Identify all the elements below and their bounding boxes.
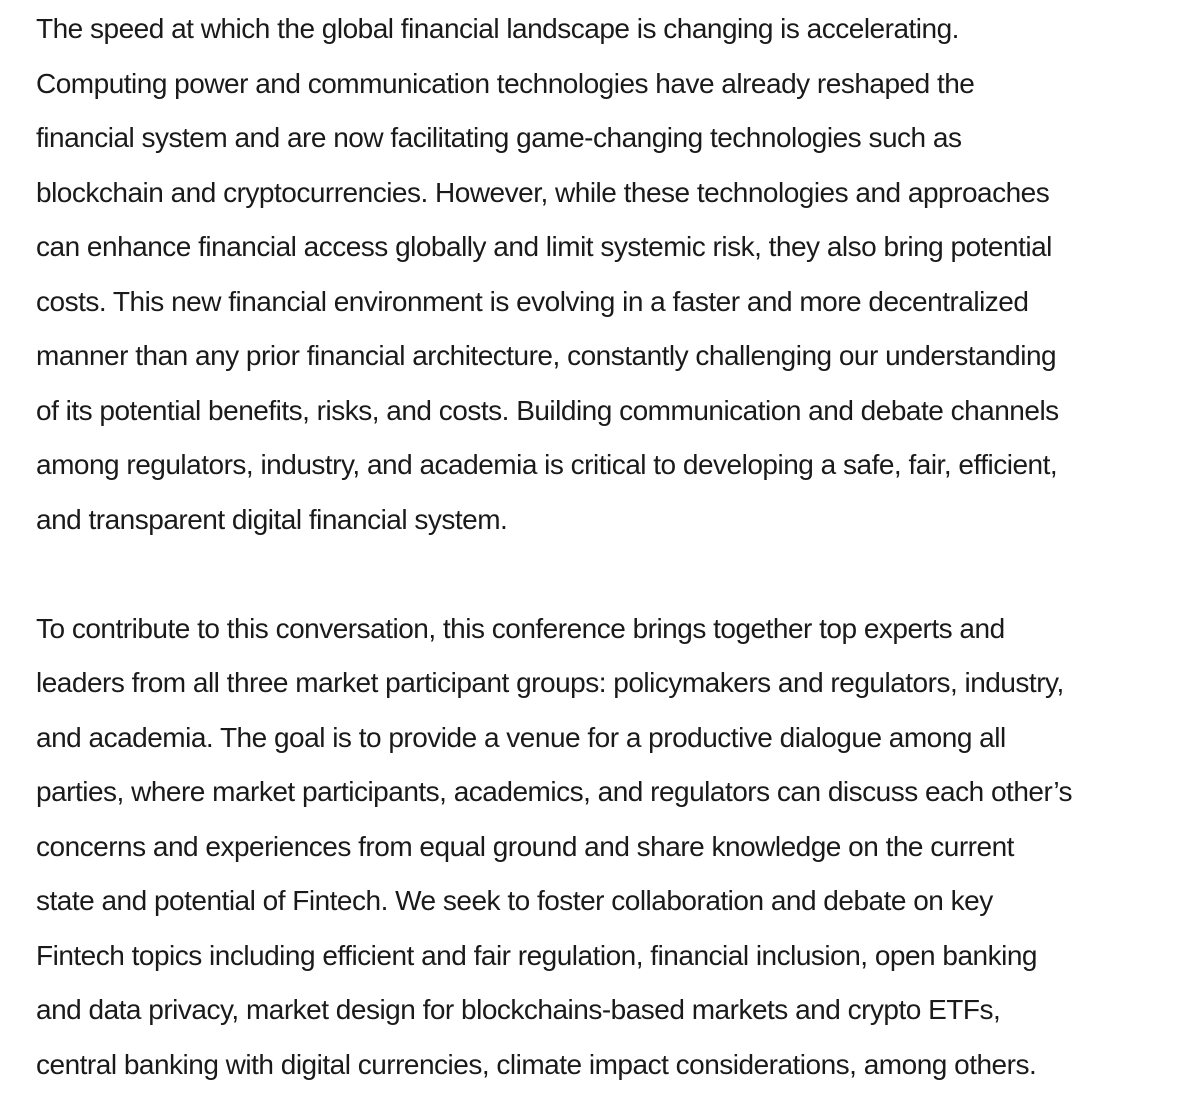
article-body <box>36 2 1170 1092</box>
text-line: and academia. The goal is to provide a venue for a productive dialogue among all <box>36 721 1006 753</box>
text-line: Fintech topics including efficient and fair regulation, financial inclusion, open banking <box>36 939 1037 971</box>
text-line: costs. This new financial environment is evolving in a faster and more decentralized <box>36 285 1029 317</box>
text-line: central banking with digital currencies, climate impact considerations, among others. <box>36 1048 1037 1080</box>
text-line: concerns and experiences from equal ground and share knowledge on the current <box>36 830 1014 862</box>
text-line: To contribute to this conversation, this conference brings together top experts and <box>36 612 1005 644</box>
text-line: among regulators, industry, and academia is critical to developing a safe, fair, efficient, <box>36 449 1058 480</box>
text-line: Computing power and communication technologies have already reshaped the <box>36 67 975 99</box>
text-line: parties, where market participants, academics, and regulators can discuss each other’s <box>36 776 1073 807</box>
text-line: The speed at which the global financial landscape is changing is accelerating. <box>36 13 959 44</box>
paragraph-conference-goal <box>36 602 1170 1093</box>
text-line: leaders from all three market participant groups: policymakers and regulators, industry, <box>36 667 1064 698</box>
text-line: of its potential benefits, risks, and costs. Building communication and debate channels <box>36 394 1059 426</box>
text-line: manner than any prior financial architecture, constantly challenging our understanding <box>36 340 1057 371</box>
text-line: can enhance financial access globally and limit systemic risk, they also bring potential <box>36 231 1052 262</box>
text-line: state and potential of Fintech. We seek to foster collaboration and debate on key <box>36 885 993 916</box>
text-line: financial system and are now facilitating game-changing technologies such as <box>36 122 962 153</box>
text-line: blockchain and cryptocurrencies. However, while these technologies and approaches <box>36 176 1050 208</box>
text-line: and data privacy, market design for blockchains-based markets and crypto ETFs, <box>36 994 1001 1025</box>
paragraph-intro <box>36 2 1170 547</box>
text-line: and transparent digital financial system. <box>36 503 508 535</box>
